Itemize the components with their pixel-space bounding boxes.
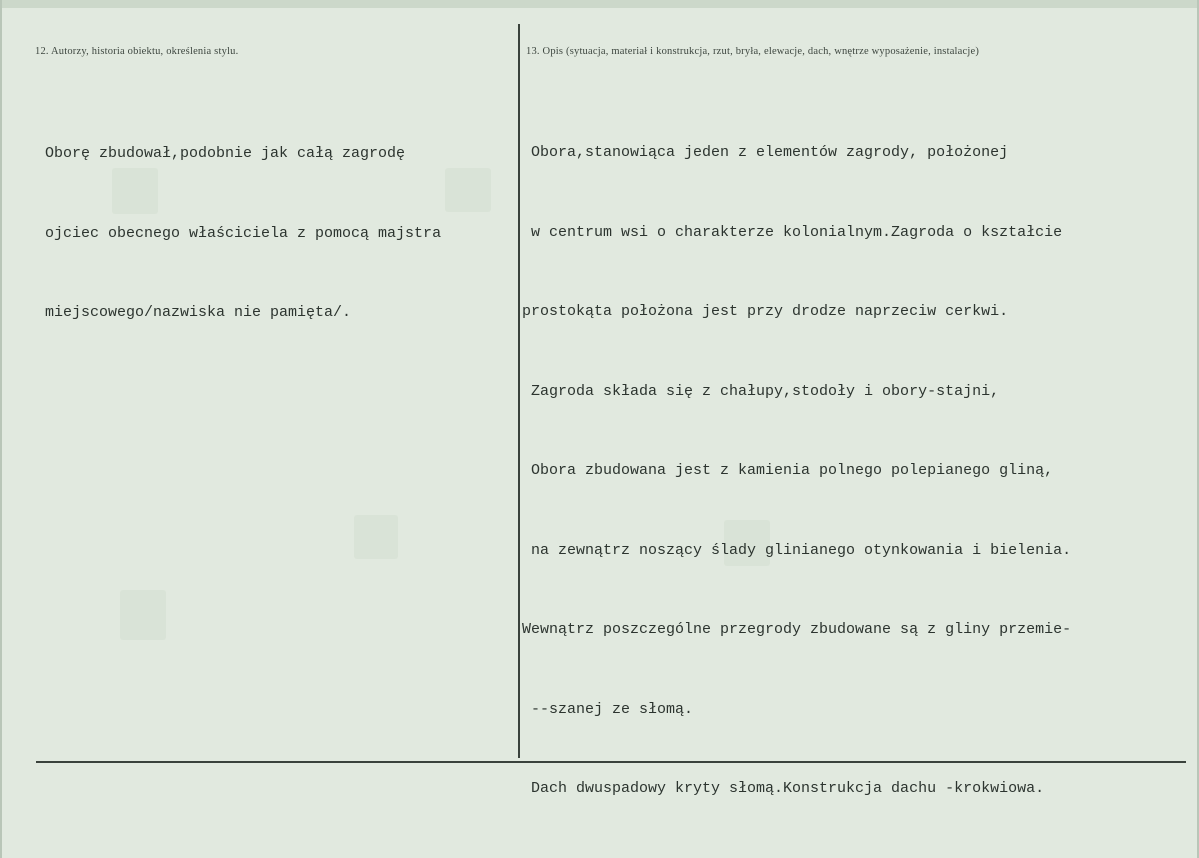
field-12-heading: 12. Autorzy, historia obiektu, określenia stylu. — [35, 46, 239, 57]
typed-line: prostokąta położona jest przy drodze naprzeciw cerkwi. — [522, 303, 1009, 320]
typed-line: Wewnątrz poszczególne przegrody zbudowane są z gliny przemie- — [522, 621, 1072, 638]
typed-line: miejscowego/nazwiska nie pamięta/. — [45, 304, 352, 321]
typed-line: Zagroda składa się z chałupy,stodoły i obory-stajni, — [522, 382, 1000, 400]
typed-line: --szanej ze słomą. — [522, 700, 694, 718]
typed-line: ojciec obecnego właściciela z pomocą majstra — [45, 224, 442, 242]
paper-stain — [120, 590, 166, 640]
paper-stain — [445, 168, 491, 212]
field-12-typed-text — [45, 88, 441, 380]
typed-line: Oborę zbudował,podobnie jak całą zagrodę — [45, 145, 406, 162]
field-13-heading: 13. Opis (sytuacja, materiał i konstrukcja, rzut, bryła, elewacje, dach, wnętrze wyposażenie, instalacje) — [526, 46, 980, 57]
field-13-typed-text — [522, 87, 1071, 856]
typed-line: Obora,stanowiąca jeden z elementów zagrody, położonej — [522, 144, 1009, 161]
typed-line: w centrum wsi o charakterze kolonialnym.Zagroda o kształcie — [522, 223, 1063, 241]
column-divider — [518, 24, 520, 758]
typed-line: Obora zbudowana jest z kamienia polnego polepianego gliną, — [522, 462, 1054, 479]
typed-line: na zewnątrz noszący ślady glinianego otynkowania i bielenia. — [522, 541, 1072, 559]
typed-line: Dach dwuspadowy kryty słomą.Konstrukcja dachu -krokwiowa. — [522, 780, 1045, 797]
paper-stain — [354, 515, 398, 559]
